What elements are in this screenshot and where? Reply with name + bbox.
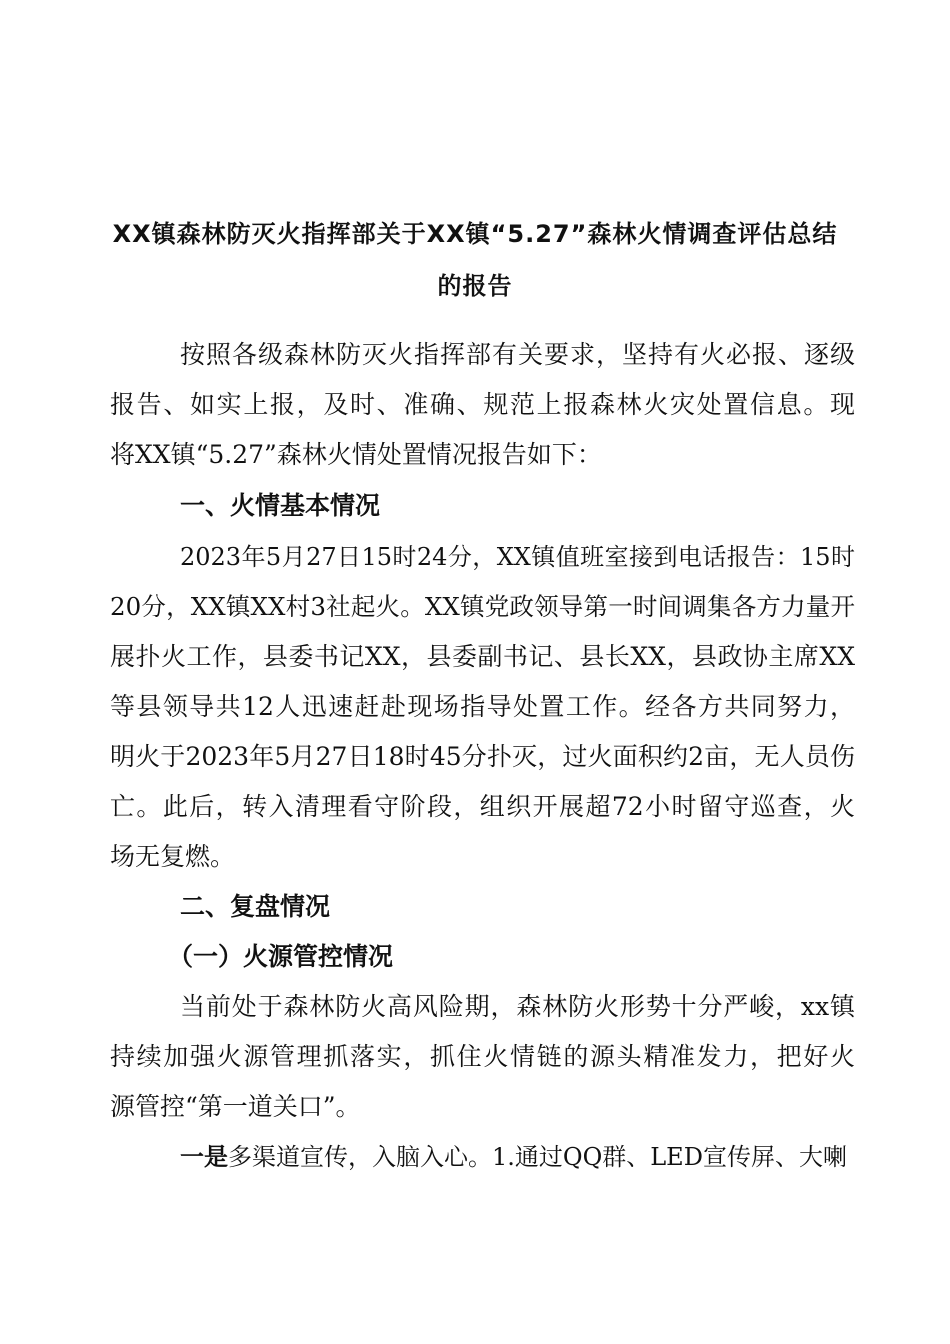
section-1-line-4: 等县领导共12人迅速赶赴现场指导处置工作。经各方共同努力， <box>110 692 855 721</box>
intro-line-1: 按照各级森林防灭火指挥部有关要求，坚持有火必报、逐级 <box>180 340 855 369</box>
section-1-line-6: 亡。此后，转入清理看守阶段，组织开展超72小时留守巡查，火 <box>110 792 855 821</box>
section-2-point-1 <box>180 1140 855 1174</box>
section-1-line-3: 展扑火工作，县委书记XX，县委副书记、县长XX，县政协主席XX <box>110 642 855 671</box>
intro-line-3: 将XX镇“5.27”森林火情处置情况报告如下： <box>110 440 602 469</box>
intro-line-2: 报告、如实上报，及时、准确、规范上报森林火灾处置信息。现 <box>110 390 855 419</box>
section-1-line-1: 2023年5月27日15时24分，XX镇值班室接到电话报告：15时 <box>180 543 855 571</box>
document-title-line-2: 的报告 <box>437 272 513 300</box>
point-1-text: 多渠道宣传，入脑入心。1.通过QQ群、LED宣传屏、大喇 <box>228 1143 847 1171</box>
point-1-lead: 一是 <box>180 1143 228 1171</box>
section-2-heading: 二、复盘情况 <box>180 892 331 921</box>
document-title-line-1: XX镇森林防灭火指挥部关于XX镇“5.27”森林火情调查评估总结 <box>112 220 838 248</box>
section-2-sub-1-line-3: 源管控“第一道关口”。 <box>110 1092 361 1121</box>
section-1-line-5: 明火于2023年5月27日18时45分扑灭，过火面积约2亩，无人员伤 <box>110 742 855 771</box>
section-2-sub-1-line-1: 当前处于森林防火高风险期，森林防火形势十分严峻，xx镇 <box>180 992 855 1021</box>
section-2-sub-1-line-2: 持续加强火源管理抓落实，抓住火情链的源头精准发力，把好火 <box>110 1042 855 1071</box>
section-2-sub-1-heading: （一）火源管控情况 <box>168 942 394 971</box>
section-1-line-2: 20分，XX镇XX村3社起火。XX镇党政领导第一时间调集各方力量开 <box>110 592 855 621</box>
section-1-heading: 一、火情基本情况 <box>180 491 381 520</box>
section-1-line-7: 场无复燃。 <box>110 842 236 871</box>
